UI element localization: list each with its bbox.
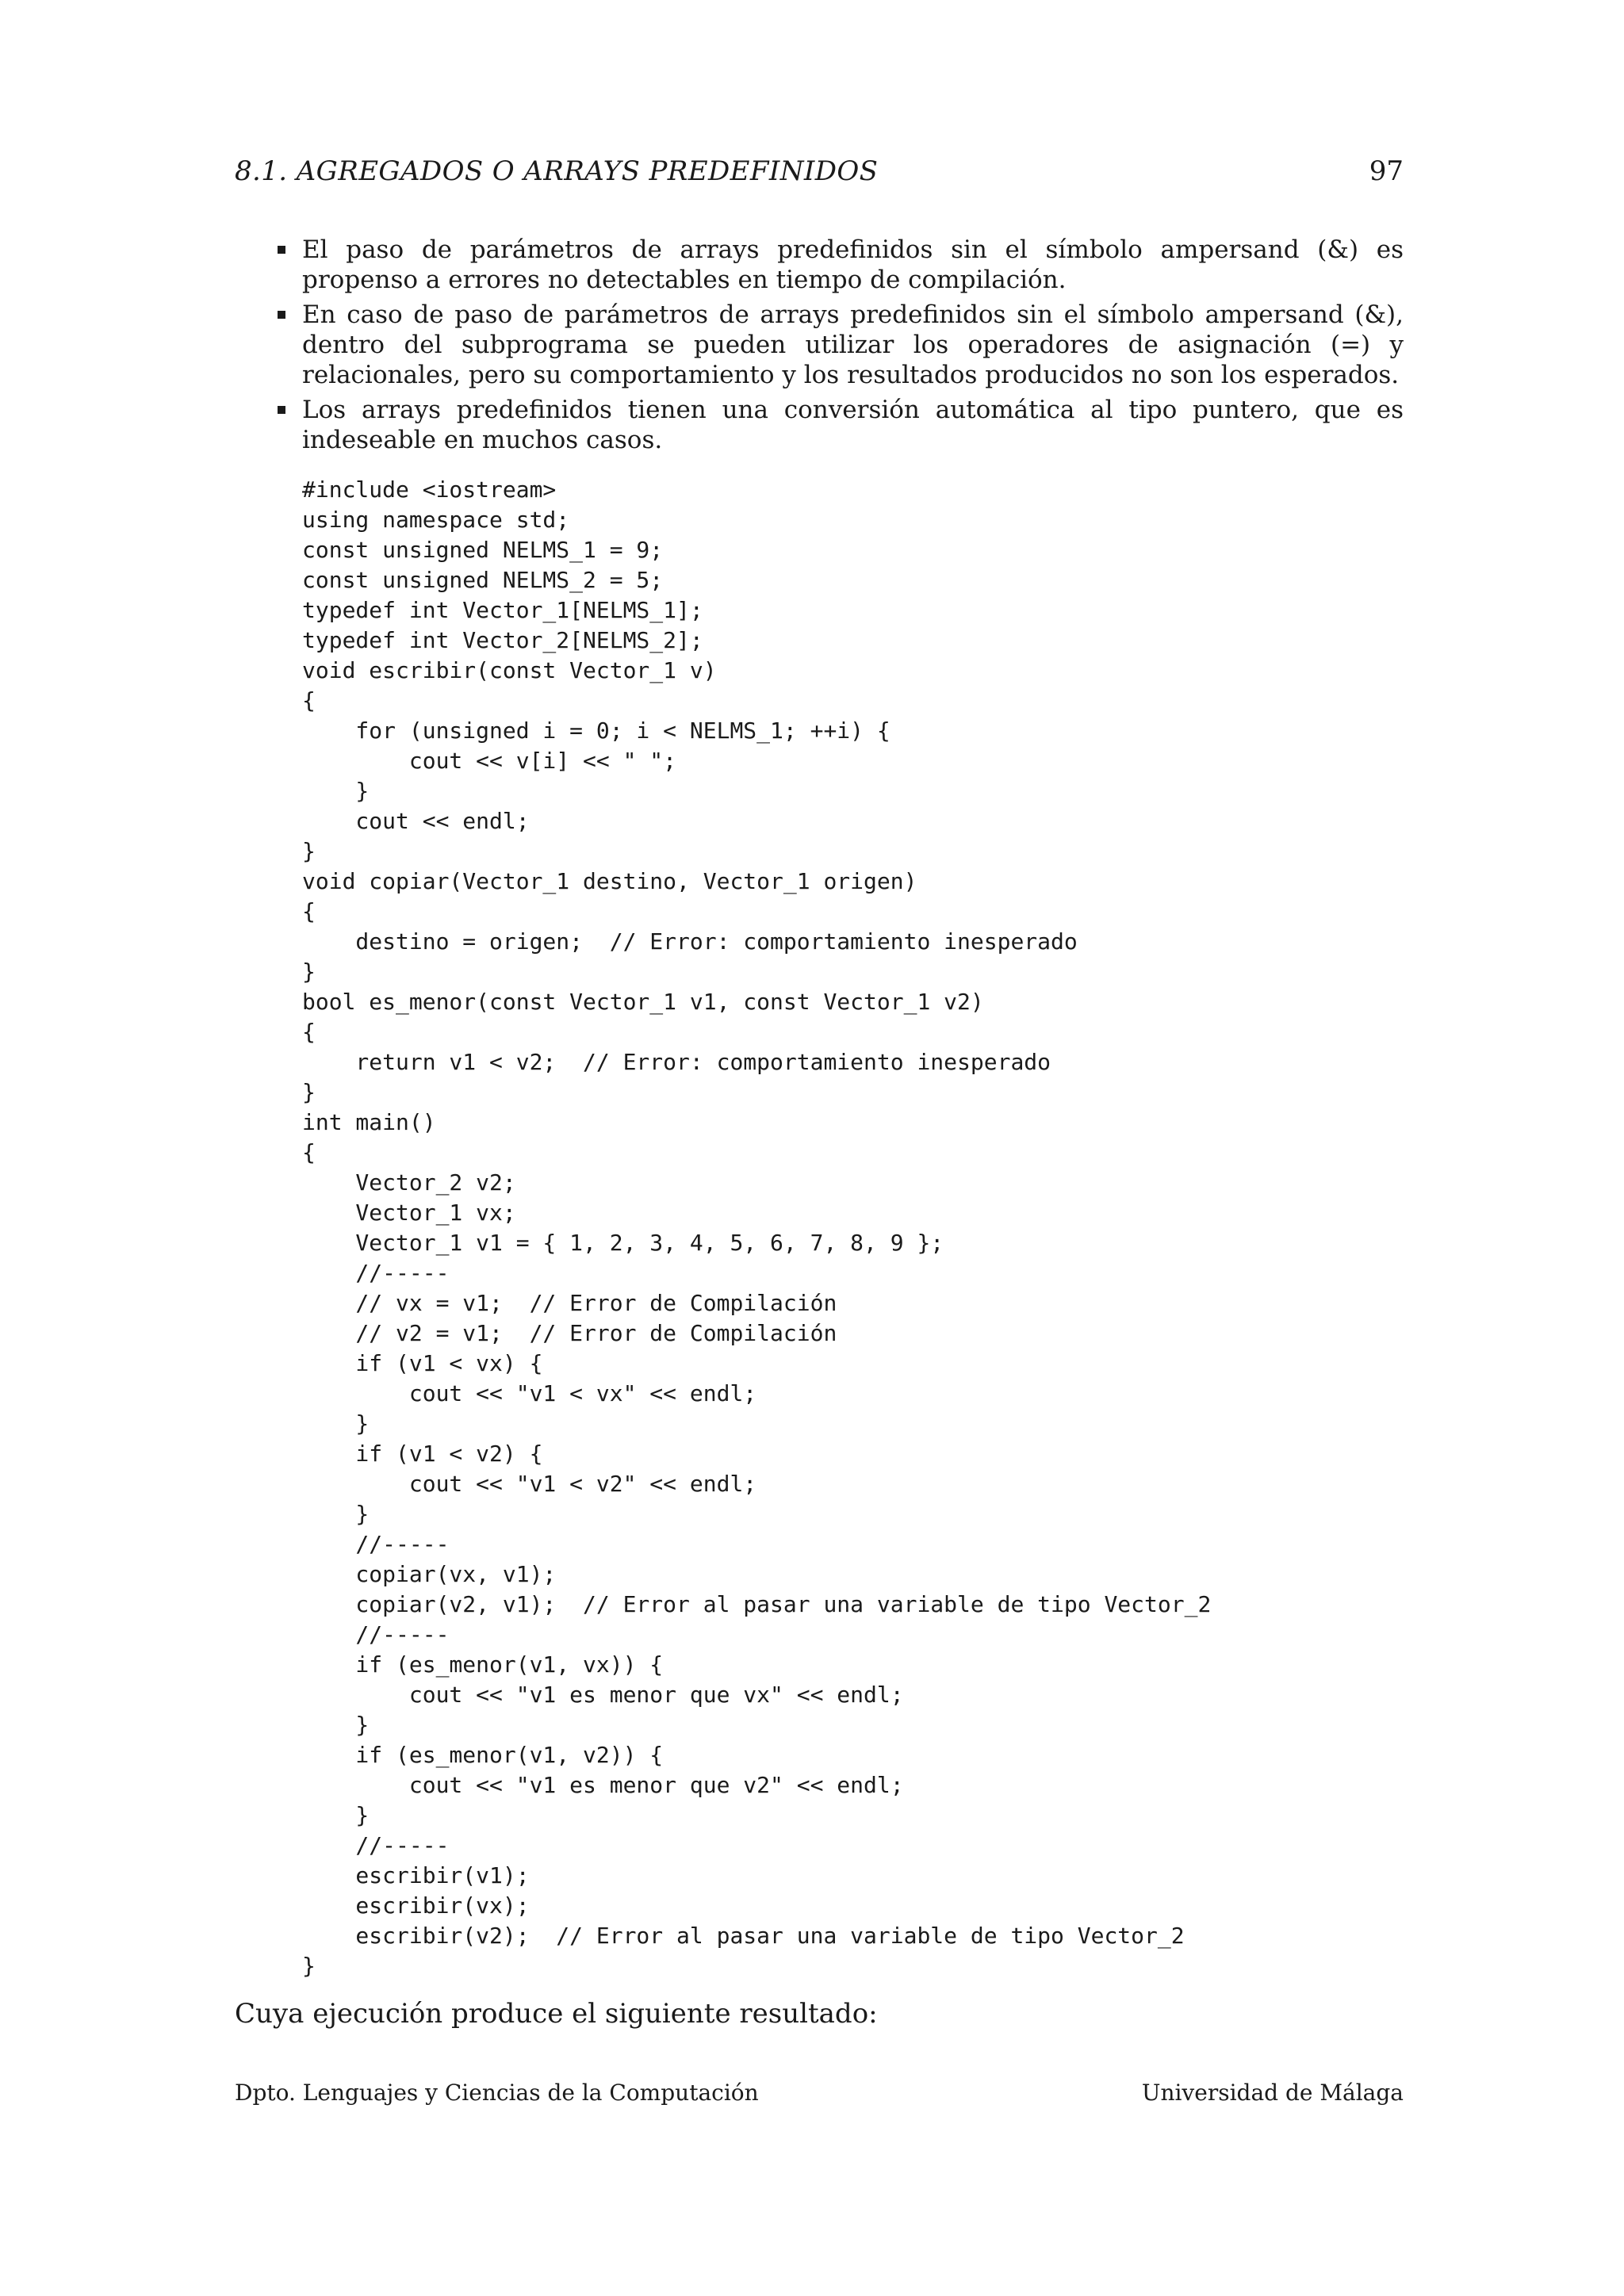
footer-university: Universidad de Málaga	[1141, 2080, 1404, 2106]
bullet-marker-icon	[278, 311, 285, 319]
bullet-marker-icon	[278, 406, 285, 414]
bullet-text: Los arrays predefinidos tienen una conversión automática al tipo puntero, que es indeseable en muchos casos.	[302, 396, 1404, 454]
closing-paragraph: Cuya ejecución produce el siguiente resultado:	[235, 1998, 878, 2030]
section-title: 8.1. AGREGADOS O ARRAYS PREDEFINIDOS	[235, 155, 879, 187]
bullet-text: En caso de paso de parámetros de arrays predefinidos sin el símbolo ampersand (&), dentro del subprograma se pueden utilizar los operadores de asignación (=) y relacionales, pero su comportamiento y los resultados producidos no son los esperados.	[302, 300, 1404, 389]
bullet-text: El paso de parámetros de arrays predefinidos sin el símbolo ampersand (&) es propenso a errores no detectables en tiempo de compilación.	[302, 235, 1404, 294]
bullet-item	[235, 300, 1404, 390]
bullet-marker-icon	[278, 246, 285, 254]
footer-department: Dpto. Lenguajes y Ciencias de la Computación	[235, 2080, 759, 2106]
bullet-list	[235, 235, 1404, 460]
code-listing: #include <iostream> using namespace std; const unsigned NELMS_1 = 9; const unsigned NELMS_2 = 5; typedef int Vector_1[NELMS_1]; typedef int Vector_2[NELMS_2]; void escribir(const Vector_1 v) { for (unsigned i = 0; i < NELMS_1; ++i) { cout << v[i] << " "; } cout << endl; } void copiar(Vector_1 destino, Vector_1 origen) { destino = origen; // Error: comportamiento inesperado } bool es_menor(const Vector_1 v1, const Vector_1 v2) { return v1 < v2; // Error: comportamiento inesperado } int main() { Vector_2 v2; Vector_1 vx; Vector_1 v1 = { 1, 2, 3, 4, 5, 6, 7, 8, 9 }; //----- // vx = v1; // Error de Compilación // v2 = v1; // Error de Compilación if (v1 < vx) { cout << "v1 < vx" << endl; } if (v1 < v2) { cout << "v1 < v2" << endl; } //----- copiar(vx, v1); copiar(v2, v1); // Error al pasar una variable de tipo Vector_2 //----- if (es_menor(v1, vx)) { cout << "v1 es menor que vx" << endl; } if (es_menor(v1, v2)) { cout << "v1 es menor que v2" << endl; } //----- escribir(v1); escribir(vx); escribir(v2); // Error al pasar una variable de tipo Vector_2 }	[302, 476, 1212, 1979]
bullet-item	[235, 395, 1404, 455]
page-number: 97	[1369, 155, 1404, 187]
page-header	[235, 155, 1404, 195]
bullet-item	[235, 235, 1404, 295]
